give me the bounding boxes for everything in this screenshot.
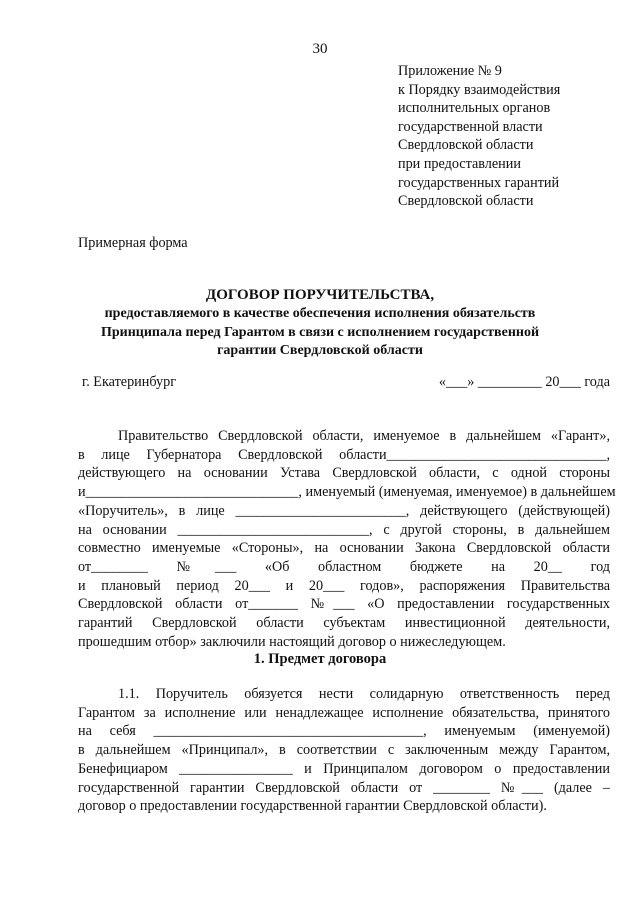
place: г. Екатеринбург bbox=[82, 374, 177, 390]
appendix-line: Свердловской области bbox=[398, 137, 534, 154]
preamble-line: на основании ___________________________, с другой стороны, в дальнейшем bbox=[78, 521, 610, 538]
title-sub-line: Принципала перед Гарантом в связи с исполнением государственной bbox=[100, 324, 540, 340]
preamble-line: Правительство Свердловской области, именуемое в дальнейшем «Гарант», bbox=[118, 428, 610, 444]
preamble-line: Свердловской области от_______ №___ «О предоставлении государственных bbox=[78, 596, 610, 613]
preamble-line: прошедшим отбор» заключили настоящий договор о нижеследующем. bbox=[78, 633, 506, 650]
clause-line: в дальнейшем «Принципал», в соответствии с заключенным между Гарантом, bbox=[78, 742, 610, 759]
preamble-line: совместно именуемые «Стороны», на основании Закона Свердловской области bbox=[78, 540, 610, 557]
preamble-line: от________ №___ «Об областном бюджете на 20__ год bbox=[78, 558, 610, 575]
preamble-line: в лице Губернатора Свердловской области_______________________________, bbox=[78, 446, 610, 463]
appendix-line: исполнительных органов bbox=[398, 100, 551, 117]
clause-line: на себя ______________________________________, именуемым (именуемой) bbox=[78, 723, 610, 740]
appendix-line: к Порядку взаимодействия bbox=[398, 81, 561, 98]
clause-line: 1.1. Поручитель обязуется нести солидарную ответственность перед bbox=[118, 686, 610, 702]
appendix-line: при предоставлении bbox=[398, 155, 521, 172]
clause-line: государственной гарантии Свердловской области от ________ №___ (далее – bbox=[78, 779, 610, 796]
preamble-line: «Поручитель», в лице ________________________, действующего (действующей) bbox=[78, 502, 610, 519]
preamble-line: гарантий Свердловской области субъектам инвестиционной деятельности, bbox=[78, 615, 610, 632]
clause-1-1 bbox=[78, 685, 610, 816]
preamble bbox=[78, 427, 616, 651]
section-heading: 1. Предмет договора bbox=[253, 651, 387, 667]
title-sub-line: предоставляемого в качестве обеспечения исполнения обязательств bbox=[104, 306, 536, 321]
contract-date: «___» _________ 20___ года bbox=[438, 374, 610, 390]
appendix-note bbox=[398, 62, 560, 211]
appendix-line: Приложение № 9 bbox=[398, 63, 502, 79]
form-label: Примерная форма bbox=[78, 235, 188, 251]
appendix-line: государственных гарантий bbox=[398, 174, 560, 191]
page-number: 30 bbox=[312, 41, 328, 57]
title-sub-line: гарантии Свердловской области bbox=[217, 343, 423, 358]
appendix-line: Свердловской области bbox=[398, 193, 534, 210]
appendix-line: государственной власти bbox=[398, 118, 543, 135]
clause-line: Бенефициаром ________________ и Принципалом договором о предоставлении bbox=[78, 760, 610, 777]
preamble-line: и плановый период 20___ и 20___ годов», распоряжения Правительства bbox=[78, 577, 610, 594]
clause-line: договор о предоставлении государственной гарантии Свердловской области). bbox=[78, 798, 547, 815]
preamble-line: и______________________________, именуемый (именуемая, именуемое) в дальнейшем bbox=[78, 484, 616, 501]
clause-line: Гарантом за исполнение или ненадлежащее исполнение обязательства, принятого bbox=[78, 704, 610, 721]
title-main: ДОГОВОР ПОРУЧИТЕЛЬСТВА, bbox=[205, 287, 435, 303]
preamble-line: действующего на основании Устава Свердловской области, с одной стороны bbox=[78, 465, 610, 482]
document-title bbox=[78, 286, 562, 361]
